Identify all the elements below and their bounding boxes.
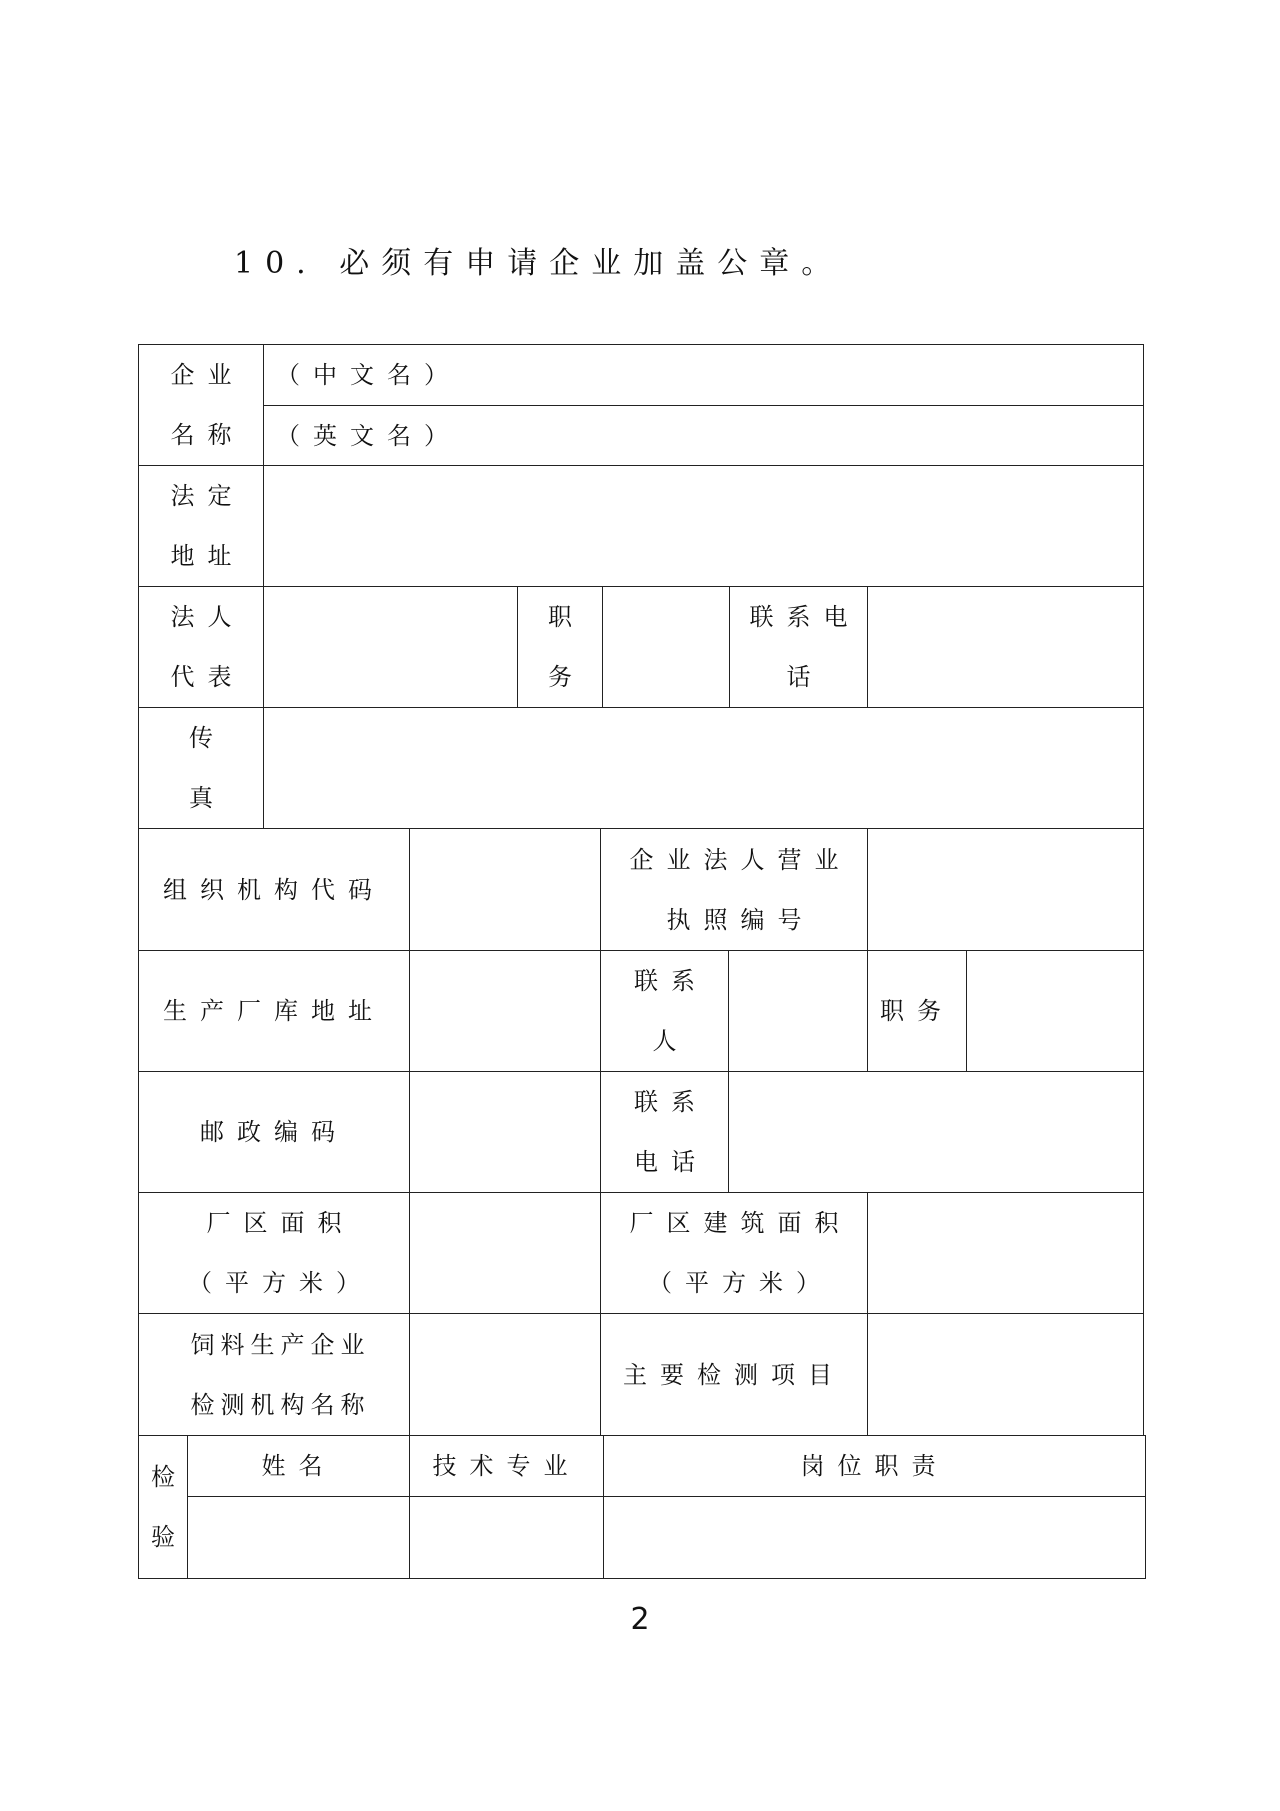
contact-position-label: 职务 xyxy=(867,950,967,1072)
factory-area-field[interactable] xyxy=(409,1192,601,1314)
inspection-label: 检 验 xyxy=(138,1435,188,1579)
factory-address-field[interactable] xyxy=(409,950,601,1072)
business-license-field[interactable] xyxy=(867,828,1144,951)
page-number: 2 xyxy=(630,1602,650,1637)
staff-name-field[interactable] xyxy=(187,1496,410,1579)
fax-field[interactable] xyxy=(263,707,1144,829)
building-area-field[interactable] xyxy=(867,1192,1144,1314)
postal-code-field[interactable] xyxy=(409,1071,601,1193)
company-name-cn-field[interactable]: （中文名） xyxy=(263,344,1144,406)
position-field[interactable] xyxy=(602,586,730,708)
legal-rep-field[interactable] xyxy=(263,586,518,708)
instruction-note: 10. 必须有申请企业加盖公章。 xyxy=(234,246,844,281)
staff-specialty-field[interactable] xyxy=(409,1496,604,1579)
org-code-label: 组织机构代码 xyxy=(138,828,410,951)
contact-person-label: 联系 人 xyxy=(600,950,729,1072)
position-label: 职 务 xyxy=(517,586,603,708)
legal-rep-label: 法人 代表 xyxy=(138,586,264,708)
company-name-en-field[interactable]: （英文名） xyxy=(263,405,1144,466)
phone-label: 联系电 话 xyxy=(729,586,868,708)
staff-header-specialty: 技术专业 xyxy=(409,1435,604,1497)
main-test-items-label: 主要检测项目 xyxy=(600,1313,868,1436)
phone-field[interactable] xyxy=(867,586,1144,708)
legal-address-field[interactable] xyxy=(263,465,1144,587)
fax-label: 传 真 xyxy=(138,707,264,829)
building-area-label: 厂区建筑面积 （平方米） xyxy=(600,1192,868,1314)
main-test-items-field[interactable] xyxy=(867,1313,1144,1436)
factory-address-label: 生产厂库地址 xyxy=(138,950,410,1072)
org-code-field[interactable] xyxy=(409,828,601,951)
company-name-label: 企业 名称 xyxy=(138,344,264,466)
staff-header-name: 姓名 xyxy=(187,1435,410,1497)
business-license-label: 企业法人营业 执照编号 xyxy=(600,828,868,951)
legal-address-label: 法定 地址 xyxy=(138,465,264,587)
staff-duties-field[interactable] xyxy=(603,1496,1146,1579)
factory-area-label: 厂区面积 （平方米） xyxy=(138,1192,410,1314)
contact-person-field[interactable] xyxy=(728,950,868,1072)
staff-header-duties: 岗位职责 xyxy=(603,1435,1146,1497)
contact-phone-label: 联系 电话 xyxy=(600,1071,729,1193)
lab-name-field[interactable] xyxy=(409,1313,601,1436)
contact-phone-field[interactable] xyxy=(728,1071,1144,1193)
postal-code-label: 邮政编码 xyxy=(138,1071,410,1193)
contact-position-field[interactable] xyxy=(966,950,1144,1072)
lab-name-label: 饲料生产企业 检测机构名称 xyxy=(138,1313,410,1436)
